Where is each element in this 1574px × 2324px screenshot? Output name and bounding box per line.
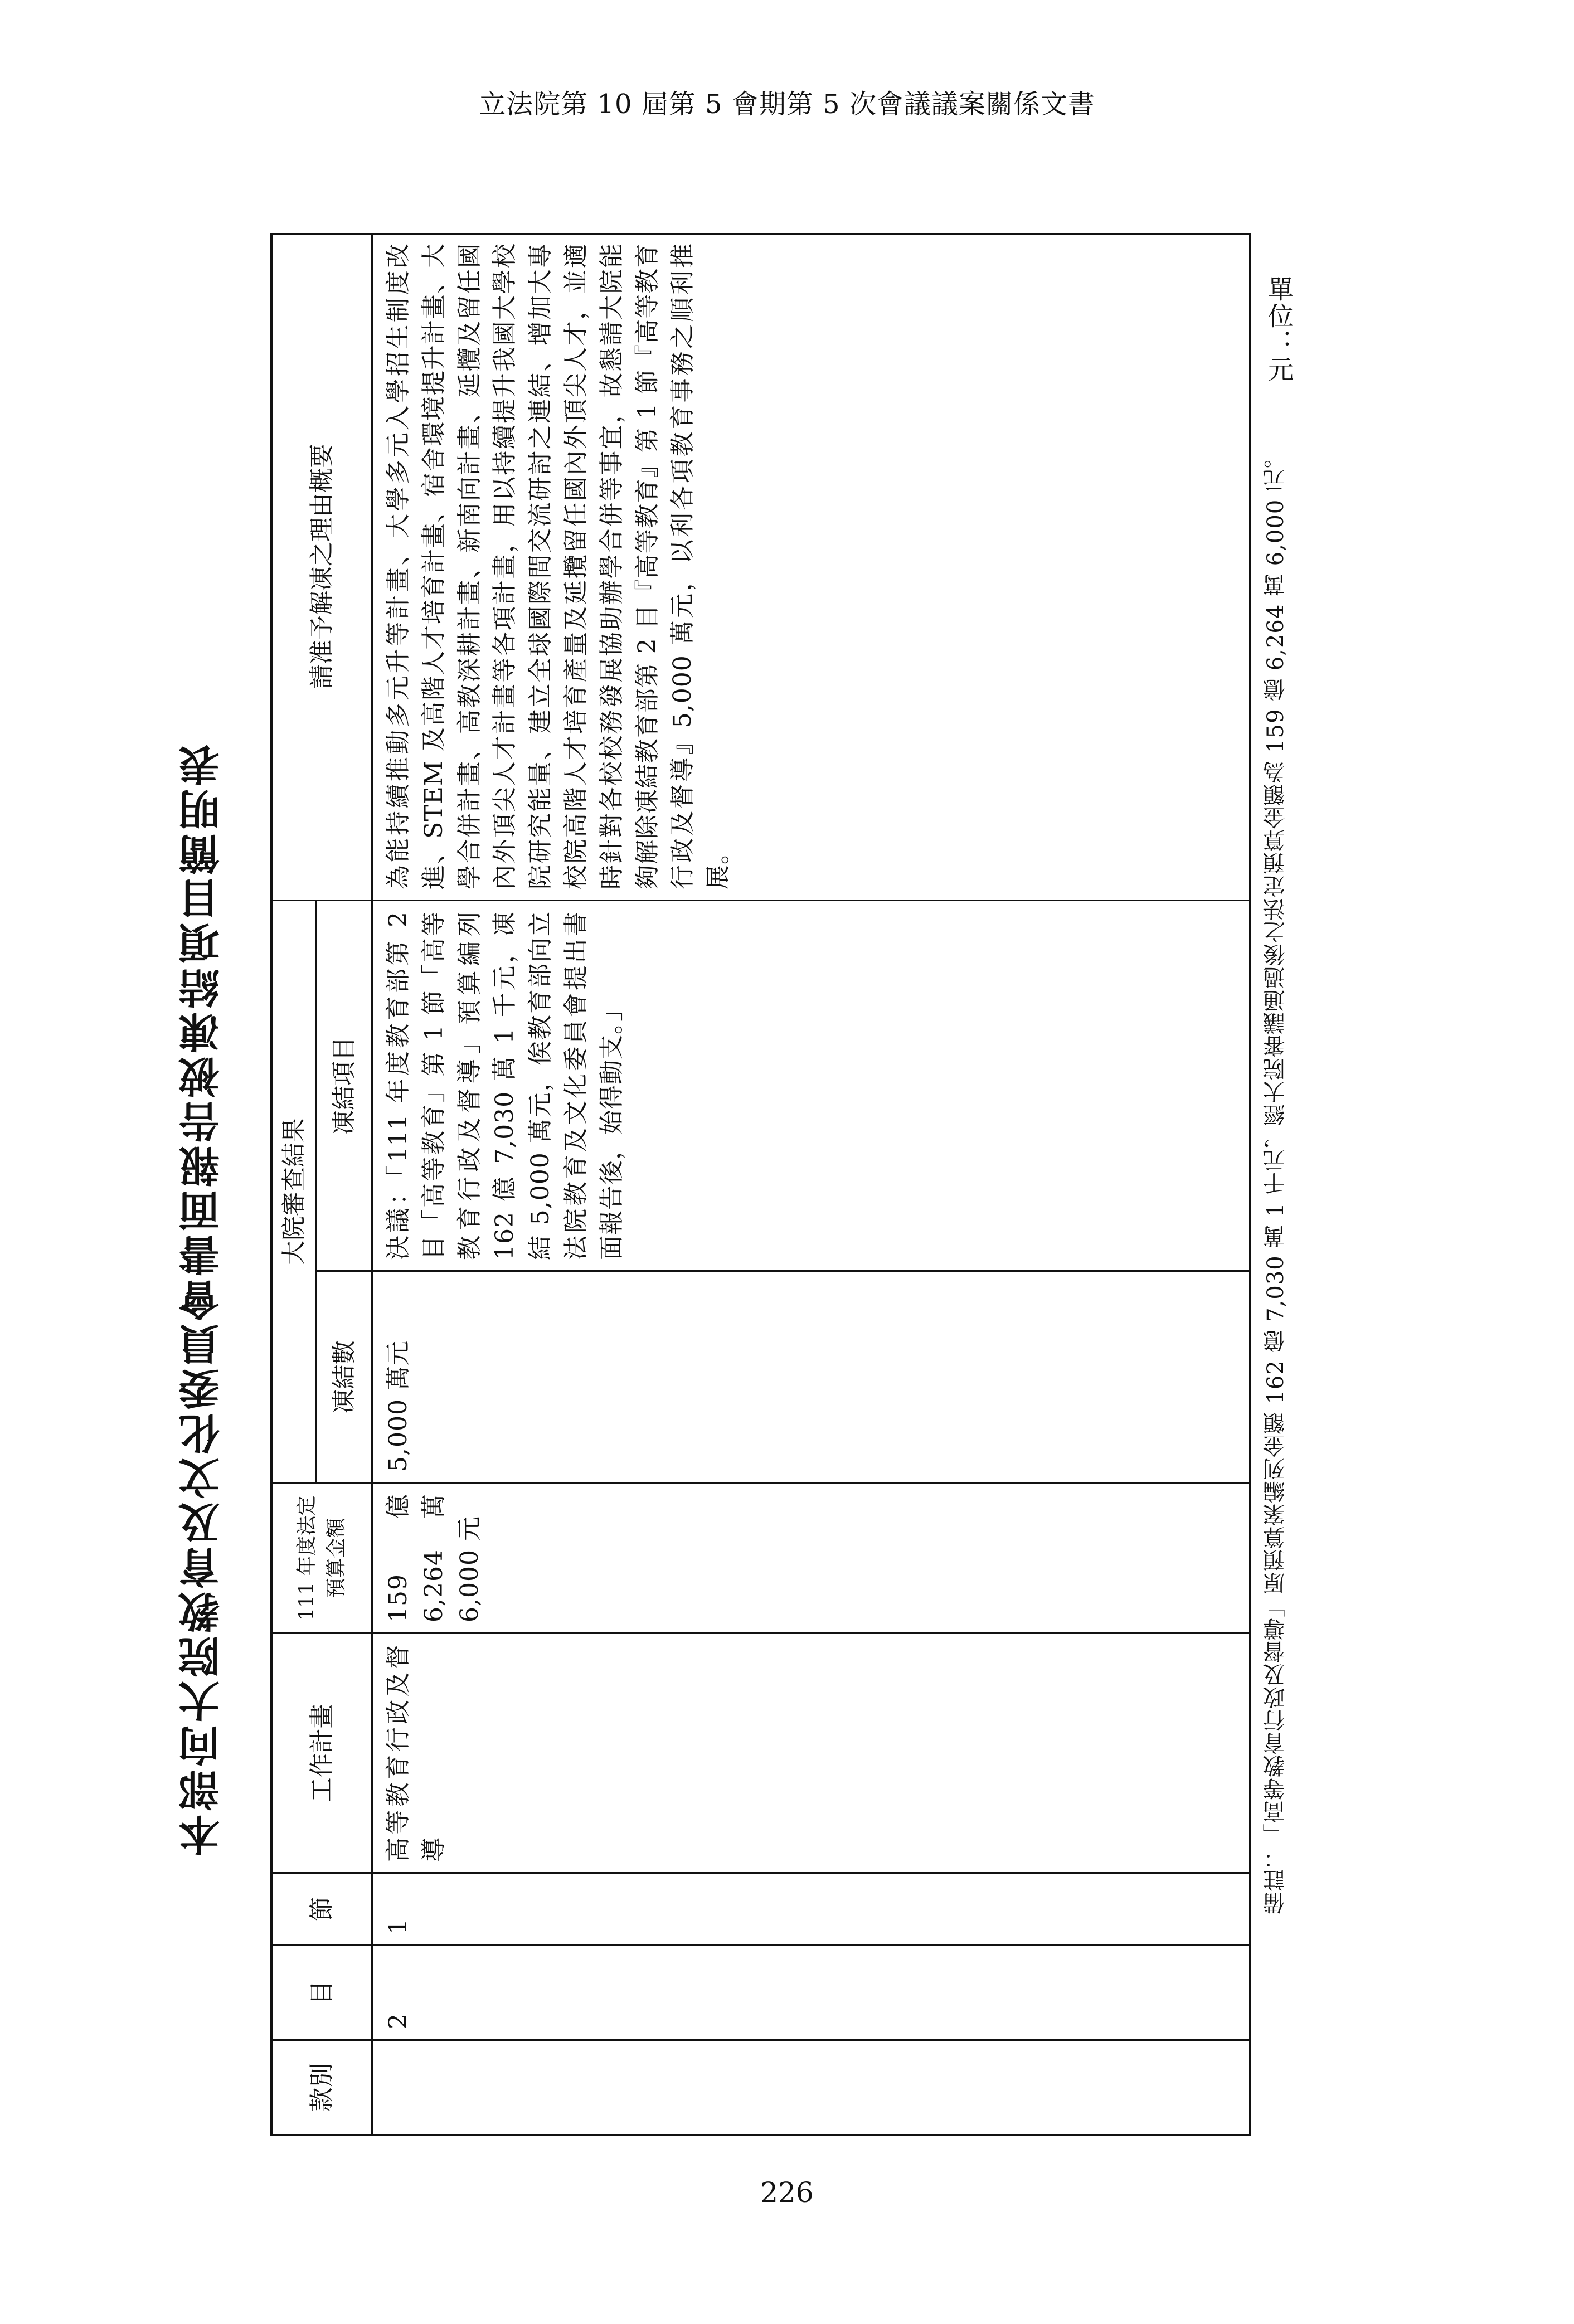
summary-table-region xyxy=(270,233,1251,2136)
cell-frozen-amount: 5,000 萬元 xyxy=(373,1270,1251,1482)
remark-note: 備註：「高等教育行政及督導」原預算案編列金額 162 億 7,030 萬 1 千元，經大院審議通過後之法定預算金額為 159 億 6,264 萬 6,000 元。 xyxy=(1263,446,1289,1915)
summary-table xyxy=(270,233,1251,2136)
col-header-xiang: 目 xyxy=(273,1944,373,2039)
unit-label: 單位：元 xyxy=(1264,276,1294,383)
col-header-review-group: 大院審查結果 xyxy=(273,900,317,1482)
col-header-plan: 工作計畫 xyxy=(273,1632,373,1872)
cell-jie: 1 xyxy=(373,1872,1251,1944)
col-header-frozen-item: 凍結項目 xyxy=(317,900,373,1270)
document-title: 本部向大院教育及文化委員會書面報告被凍結項目簡明表 xyxy=(178,741,226,1856)
cell-plan: 高等教育行政及督導 xyxy=(373,1632,1251,1872)
col-header-jie: 節 xyxy=(273,1872,373,1944)
cell-reason: 為能持續推動多元升等計畫、大學多元入學招生制度改進、STEM 及高階人才培育計畫、宿舍環境提升計畫、大學合併計畫、高教深耕計畫、新南向計畫、延攬及留任國內外頂尖人才計畫等各項計畫，用以持續提升我國大學校院研究能量、建立全球國際間交流研討之連結、增加大專校院高階人才培育產量及延攬留任國內外頂尖人才，並適時針對各校校務發展協助辦學合併等事宜，故懇請大院能夠解除凍結教育部第 2 目『高等教育』第 1 節『高等教育行政及督導』5,000 萬元，以利各項教育事務之順利推展。 xyxy=(384,243,733,889)
page-header: 立法院第 10 屆第 5 會期第 5 次會議議案關係文書 xyxy=(479,89,1095,120)
cell-kuan xyxy=(373,2039,1251,2134)
col-header-kuan: 款別 xyxy=(273,2039,373,2134)
col-header-frozen-amount: 凍結數 xyxy=(317,1270,373,1482)
cell-xiang: 2 xyxy=(373,1944,1251,2039)
cell-budget: 159 億 6,264 萬 6,000 元 xyxy=(373,1482,1251,1632)
cell-frozen-item: 決議：「111 年度教育部第 2 目「高等教育」第 1 節「高等教育行政及督導」預算編列 162 億 7,030 萬 1 千元，凍結 5,000 萬元，俟教育部向立法院教育及文化委員會提出書面報告後，始得動支。」 xyxy=(373,900,1251,1270)
col-header-budget: 111 年度法定預算金額 xyxy=(273,1482,373,1632)
page-number: 226 xyxy=(760,2176,814,2209)
col-header-reason: 請准予解凍之理由概要 xyxy=(273,233,373,900)
